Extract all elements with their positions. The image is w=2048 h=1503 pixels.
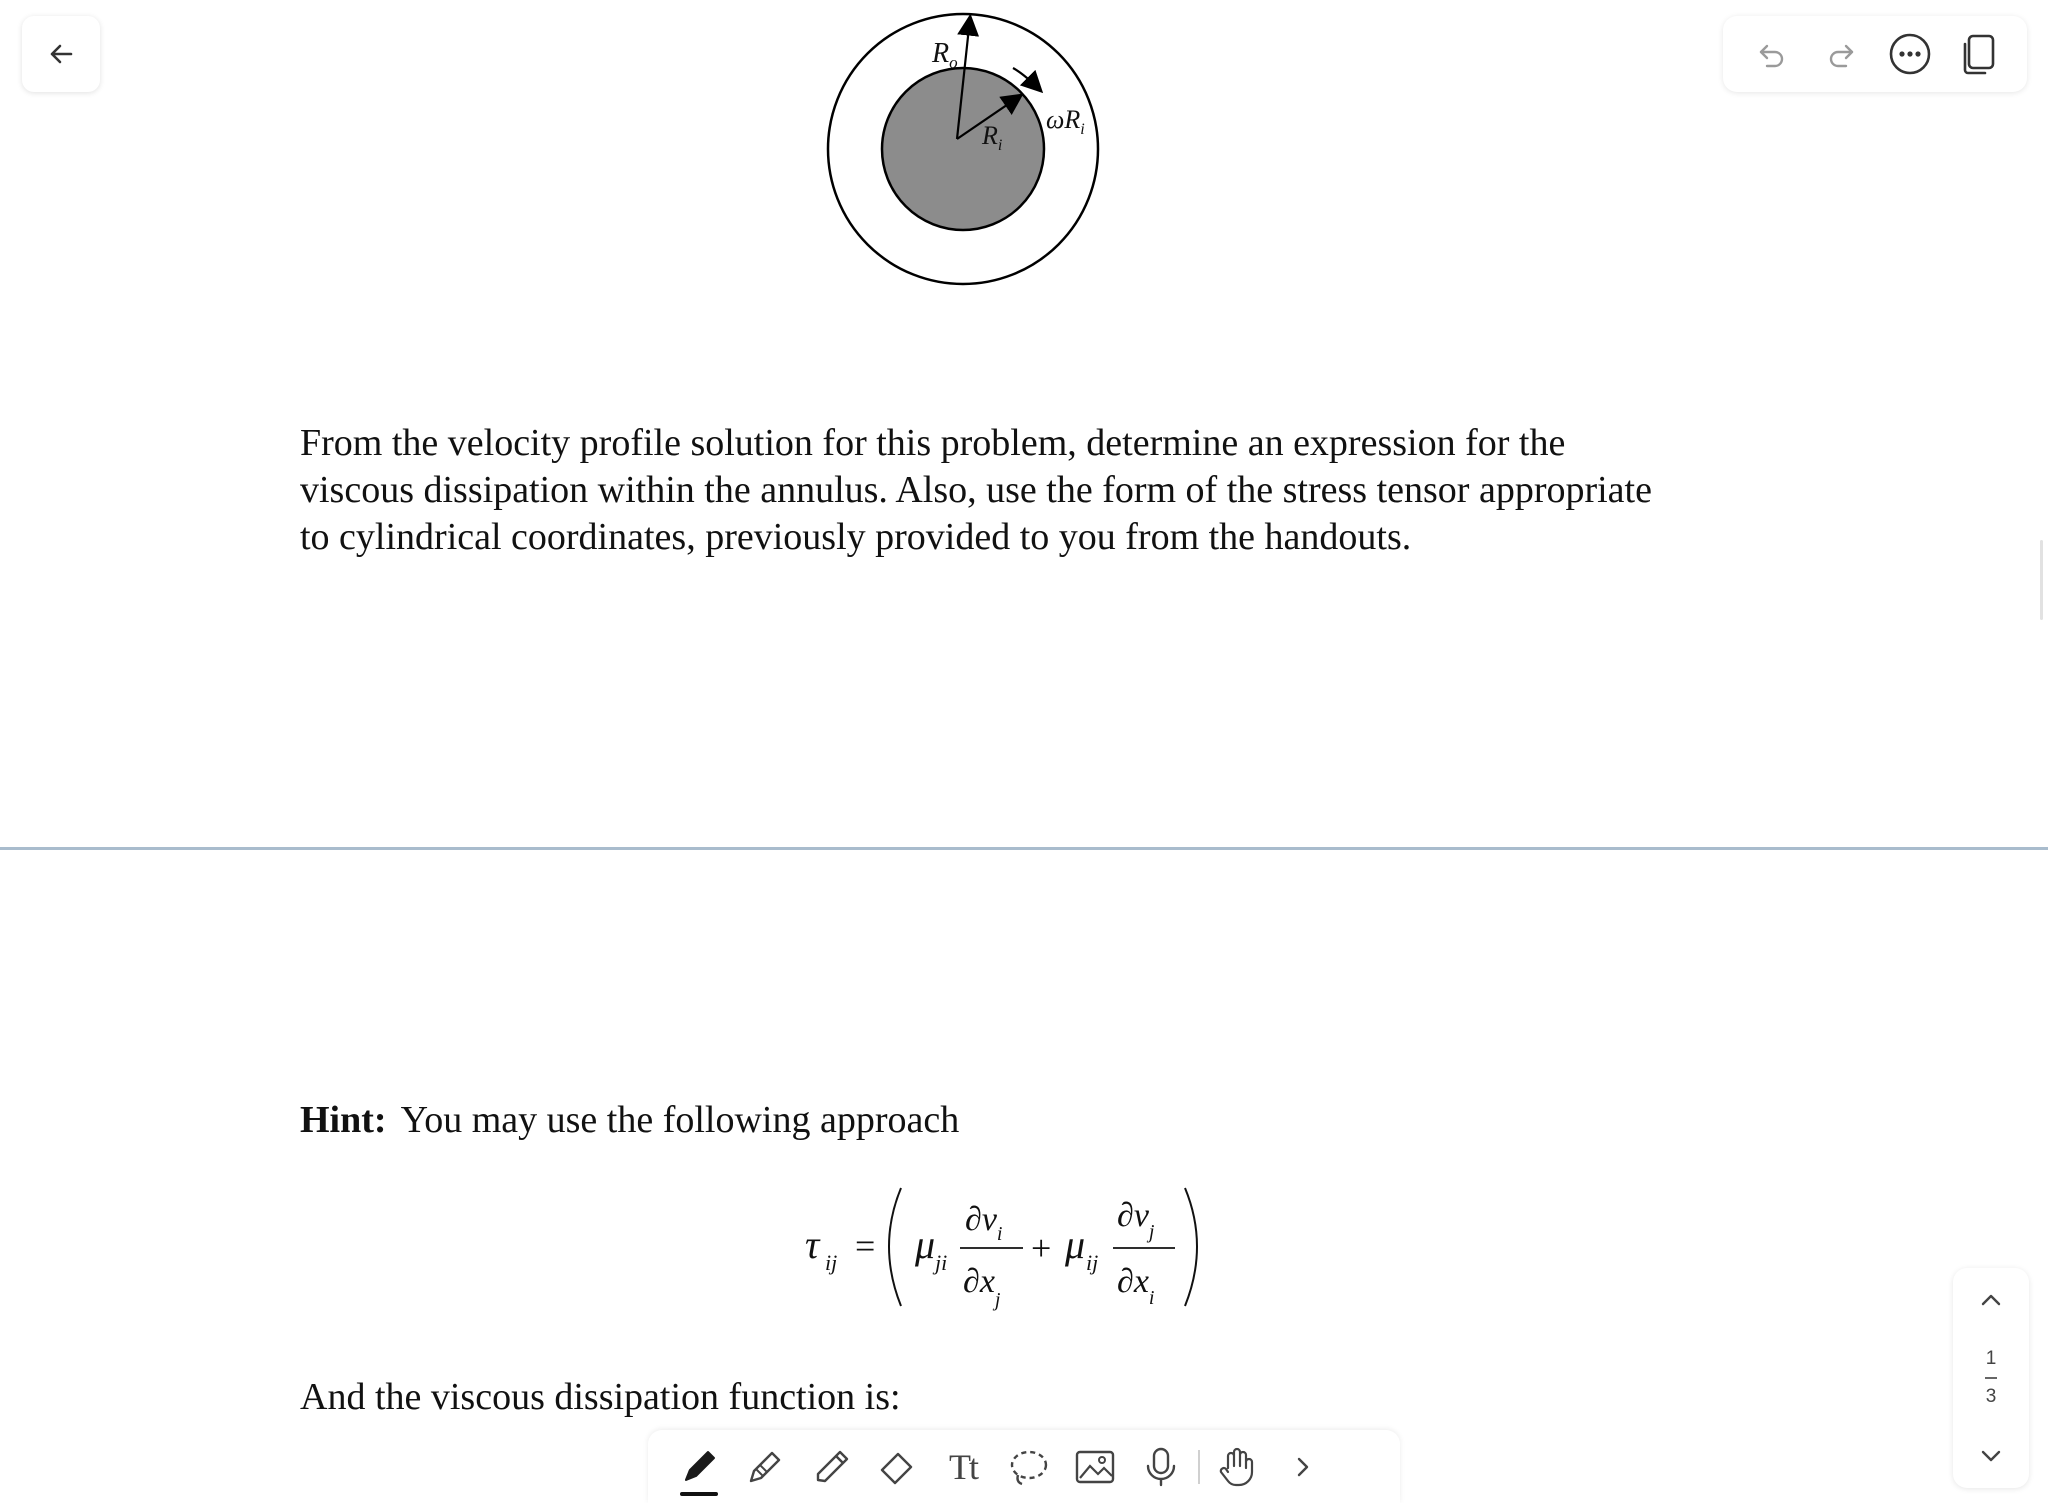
problem-line: From the velocity profile solution for this problem, determine an expression for the — [300, 422, 1566, 464]
dissipation-text: And the viscous dissipation function is: — [300, 1376, 901, 1418]
svg-text:ωRi — [1046, 105, 1085, 138]
redo-icon — [1824, 37, 1858, 71]
pen-tool[interactable] — [666, 1434, 732, 1500]
problem-line: to cylindrical coordinates, previously provided to you from the handouts. — [300, 516, 1412, 558]
chevron-down-icon — [1976, 1441, 2006, 1471]
mu-subscript: ij — [1086, 1250, 1099, 1275]
highlighter-icon — [808, 1444, 854, 1490]
fraction-numerator: $\partial v_i$ — [965, 1201, 1003, 1245]
scrollbar[interactable] — [2040, 540, 2043, 620]
pen-icon — [676, 1444, 722, 1490]
previous-page-button[interactable] — [1971, 1280, 2011, 1320]
pencil-tool[interactable] — [732, 1434, 798, 1500]
inner-radius-label: R — [982, 121, 998, 150]
velocity-subscript: i — [1080, 121, 1085, 138]
mu-symbol: μ — [1065, 1222, 1086, 1267]
left-parenthesis — [889, 1188, 901, 1306]
expand-toolbar-button[interactable] — [1270, 1434, 1336, 1500]
image-icon — [1072, 1444, 1118, 1490]
fraction-denominator: $\partial x_i$ — [1117, 1263, 1155, 1309]
lasso-icon — [1006, 1444, 1052, 1490]
problem-line: viscous dissipation within the annulus. Also, use the form of the stress tensor appropriate — [300, 469, 1652, 511]
eraser-tool[interactable] — [864, 1434, 930, 1500]
hint-text: You may use the following approach — [400, 1099, 960, 1141]
annulus-figure — [820, 12, 1110, 286]
drawing-toolbar — [648, 1430, 1400, 1503]
fraction-numerator: $\partial v_j$ — [1117, 1197, 1155, 1243]
redo-button[interactable] — [1816, 29, 1866, 79]
outer-radius-subscript: o — [949, 53, 958, 72]
toolbar-separator — [1198, 1450, 1200, 1484]
velocity-label: ωR — [1046, 105, 1081, 134]
plus-sign: + — [1031, 1228, 1052, 1268]
eraser-icon — [874, 1444, 920, 1490]
outer-radius-label: R — [932, 38, 950, 69]
tau-subscript: ij — [825, 1250, 838, 1275]
pencil-icon — [742, 1444, 788, 1490]
mu-subscript: ji — [935, 1250, 948, 1275]
text-tool-icon: Tt — [949, 1446, 977, 1487]
chevron-up-icon — [1976, 1285, 2006, 1315]
top-toolbar — [1723, 16, 2027, 92]
back-button[interactable] — [22, 16, 100, 92]
mu-symbol: μ — [915, 1222, 936, 1267]
fraction-denominator: $\partial x_j$ — [963, 1263, 1001, 1311]
hand-tool[interactable] — [1204, 1434, 1270, 1500]
page-navigator — [1953, 1268, 2029, 1488]
problem-statement — [300, 420, 1780, 561]
equals-sign: = — [855, 1226, 876, 1266]
hint-label: Hint: — [300, 1099, 387, 1141]
page-separator — [1985, 1377, 1997, 1379]
pages-button[interactable] — [1954, 29, 2004, 79]
microphone-icon — [1138, 1444, 1184, 1490]
lasso-tool[interactable] — [996, 1434, 1062, 1500]
right-parenthesis — [1185, 1188, 1197, 1306]
more-options-icon — [1888, 32, 1932, 76]
stress-tensor-equation — [795, 1180, 1215, 1315]
voice-recording-tool[interactable] — [1128, 1434, 1194, 1500]
arrow-left-icon — [45, 38, 77, 70]
hint — [300, 1095, 959, 1145]
page-indicator — [1985, 1347, 1997, 1409]
total-pages: 3 — [1985, 1386, 1997, 1407]
pages-icon — [1959, 32, 1999, 76]
image-tool[interactable] — [1062, 1434, 1128, 1500]
next-page-button[interactable] — [1971, 1436, 2011, 1476]
page-divider — [0, 847, 2048, 850]
inner-radius-subscript: i — [997, 137, 1003, 154]
text-tool[interactable] — [930, 1434, 996, 1500]
current-page: 1 — [1985, 1348, 1997, 1369]
chevron-right-icon — [1288, 1452, 1318, 1482]
hand-icon — [1214, 1444, 1260, 1490]
undo-button[interactable] — [1747, 29, 1797, 79]
highlighter-tool[interactable] — [798, 1434, 864, 1500]
more-options-button[interactable] — [1885, 29, 1935, 79]
undo-icon — [1755, 37, 1789, 71]
tau-symbol: τ — [805, 1222, 820, 1267]
